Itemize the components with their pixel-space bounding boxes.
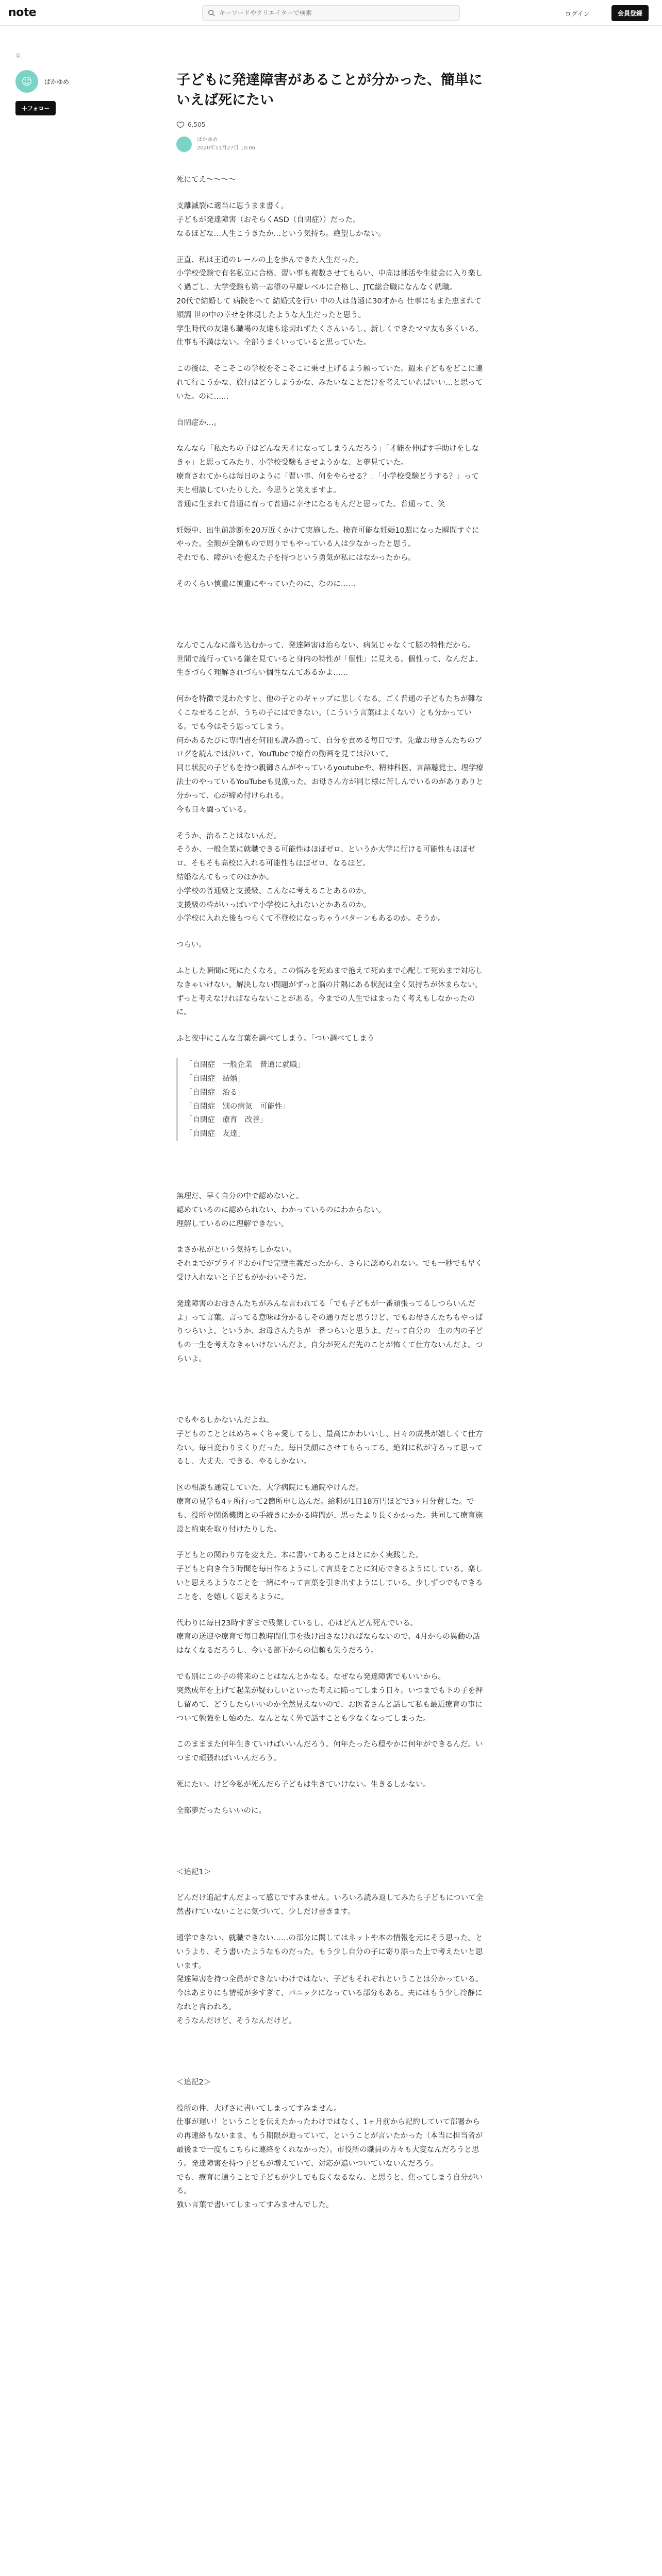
paragraph: 自閉症か…。	[176, 418, 221, 427]
quote-line: 「自閉症 治る」	[185, 1088, 245, 1097]
author-name[interactable]: ぱかゆめ	[44, 78, 70, 86]
paragraph: 区の相談も通院していた、大学病院にも通院やけんだ。 療育の見学も4ヶ所行って2箇所申し込んだ。給料が1日18万円ほどで3ヶ月分費した。でも、役所や関係機関との手続きにかかる時間が、思ったより長くかかった。共同して療育施設と約束を取り付けたりした。	[176, 1484, 483, 1534]
paragraph: 死にたい。けど今私が死んだら子どもは生きていけない。生きるしかない。	[176, 1780, 431, 1789]
quote-line: 「自閉症 療育 改善」	[185, 1116, 268, 1125]
paragraph: 代わりに毎日23時すぎまで残業しているし、心はどんどん死んでいる。 療育の送迎や療育で毎日教時間仕事を抜け出さなければならないので、4月からの異動の話はなくなるだろうし、今いる部下からの信頼も失うだろう。	[176, 1619, 480, 1655]
article	[176, 70, 486, 2225]
paragraph: 妊娠中、出生前診断を20万近くかけて実施した。検査可能な妊娠10週になった瞬間すぐにやった。全額が全額もので周りでもやっている人は少なかったと思う。 それでも、障がいを抱えた子を持つという勇気が私にはなかったから。	[176, 526, 479, 563]
paragraph: 正直、私は王道のレールの上を歩んできた人生だった。 小学校受験で有名私立に合格、習い事も複数させてもらい、中高は部活や生徒会に入り楽しく過ごし、大学受験も第一志望の早慶レベルに合格し、JTC総合職になんなく就職。 20代で結婚して 病院をへて 結婚式を行い 中の人は普通に30才から 仕事にもまた恵まれて 順調 世の中の幸せを体現したような人生だったと思う。 学生時代の友達も職場の友達も途切れずたくさんいるし、新しくできたママ友も多くいる。仕事も不満はない。全部うまくいっていると思っていた。	[176, 256, 483, 347]
paragraph: 発達障害のお母さんたちがみんな言われてる「でも子どもが一番頑張ってるしつらいんだよ」って言葉。言ってる意味は分かるしその通りだと思うけど、でもお母さんたちもやっぱりつらいよ。というか、お母さんたちが一番つらいと思うよ。だって自分の一生の内の子どもの一生を考えなきゃいけないんだよ。自分が死んだ先のことが怖くて仕方ないんだよ。つらいよ。	[176, 1299, 483, 1364]
register-button[interactable]: 会員登録	[611, 5, 649, 21]
article-body	[176, 173, 486, 2212]
search-box[interactable]	[202, 5, 460, 21]
meta-author[interactable]: ぱかゆめ	[197, 137, 218, 143]
heart-icon[interactable]	[176, 121, 185, 129]
meta-date: 2020年11月27日 10:06	[197, 145, 255, 151]
paragraph: 支離滅裂に適当に思うまま書く。 子どもが発達障害（おそらくASD（自閉症））だった。 なるほどな…人生こうきたか…という気持ち。絶望しかない。	[176, 202, 386, 238]
paragraph: どんだけ追記すんだよって感じですみません。いろいろ読み返してみたら子どもについて全然書けていないことに気づいて、少しだけ書きます。	[176, 1894, 484, 1917]
paragraph: まさか私がという気持ちしかない。 それまでがプライドおかげで完璧主義だったから、さらに認められない。でも一秒でも早く受け入れないと子どもがかわいそうだ。	[176, 1246, 483, 1282]
paragraph: 子どもとの関わり方を変えた。本に書いてあることはとにかく実践した。 子どもと向き合う時間を毎日作るようにして言葉をことに対応できるようにしている。楽しいと思えるようなことを一緒にやって言葉を引き出すようにしている。少しずつでもできることを、を嬉しく思えるように。	[176, 1551, 483, 1601]
article-title: 子どもに発達障害があることが分かった、簡単にいえば死にたい	[176, 72, 483, 109]
paragraph: 何かを特徴で見わたすと、他の子とのギャップに悲しくなる。ごく普通の子どもたちが難なくこなせることが、うちの子にはできない。（こういう言葉はよくない）とも分かっている。でも今はそう思ってしまう。 何かあるたびに専門書を何冊も読み漁って、自分を責める毎日です。先輩お母さんたちのブログを読んでは泣いて、YouTubeで療育の動画を見ては泣いて。 同じ状況の子どもを持つ親御さんがやっているyoutubeや、精神科医、言語聴覚士、理学療法士のやっているYouTubeも見漁った。お母さん方が同じ様に苦しんでいるのがありありと分かって、心が締め付けられる。 今も日々闘っている。	[176, 695, 484, 814]
paragraph: そのくらい慎重に慎重にやっていたのに、なのに……	[176, 580, 356, 588]
search-query-quote	[176, 1058, 486, 1141]
paragraph: 無理だ、早く自分の中で認めないと。 認めているのに認められない、わかっているのにわからない。 理解しているのに理解できない。	[176, 1192, 386, 1228]
paragraph: つらい。	[176, 941, 206, 950]
author-sidebar	[15, 52, 88, 115]
paragraph: でも別にこの子の将来のことはなんとかなる。なぜなら発達障害でもいいから。 突然成年を上げて起業が疑わしいといった考えに陥ってしまう日々。いつまでも下の子を押し留めて、どうしたらいいのか全然見えないので、お医者さんと話して私も最近療育の事について勉強をし始めた。なんとなく外で話すことも少なくなってしまった。	[176, 1673, 483, 1723]
like-count: 6,505	[188, 121, 206, 129]
meta-avatar[interactable]	[176, 137, 192, 152]
like-counter[interactable]	[176, 121, 486, 129]
paragraph: 通学できない、就職できない……の部分に関してはネットや本の情報を元にそう思った。というより、そう書いたようなものだった。もう少し自分の子に寄り添った上で考えたいと思います。 発達障害を持つ全員ができないわけではない、子どもそれぞれということは分かっている。今はあまりにも情報が多すぎて、パニックになっている部分もある。夫にはもう少し冷静になれと言われる。 そうなんだけど、そうなんだけど。	[176, 1934, 483, 2025]
paragraph: でもやるしかないんだよね。 子どものこととはめちゃくちゃ愛してるし、最高にかわいいし、日々の成長が嬉しくて仕方ない。毎日変わりまくりだった。毎日笑顔にさせてもらってる。絶対に私が守るって思ってるし、大丈夫、できる、やるしかない。	[176, 1416, 483, 1466]
paragraph: この後は、そこそこの学校をそこそこに乗せ上げるよう願っていた。週末子どもをどこに連れて行こうかな、旅行はどうしようかな、みたいなことだけを考えていればいい…と思っていた。のに……	[176, 365, 483, 401]
login-button[interactable]: ログイン	[565, 10, 590, 18]
author-row[interactable]	[15, 70, 88, 93]
paragraph: ふとした瞬間に死にたくなる。この悩みを死ぬまで抱えて死ぬまで心配して死ぬまで対応しなきゃいけない。解決しない問題がずっと脳の片隅にある状況は全く気持ちが休まらない。ずっと考えなければならないことがある。今までの人生ではまったく考えもしなかったのに。	[176, 967, 483, 1017]
paragraph: そうか、治ることはないんだ。 そうか、一般企業に就職できる可能性はほぼゼロ、というか大学に行ける可能性もほぼゼロ、そもそも高校に入れる可能性もほぼゼロ、なるほど。 結婚なんてもってのほかか。 小学校の普通級と支援級、こんなに考えることあるのか。 支援級の枠がいっぱいで小学校に入れないとかあるのか。 小学校に入れた後もつらくて不登校になっちゃうパターンもあるのか。そうか。	[176, 832, 475, 923]
quote-line: 「自閉症 一般企業 普通に就職」	[185, 1061, 305, 1070]
quote-line: 「自閉症 友達」	[185, 1130, 245, 1139]
paragraph: なんなら「私たちの子はどんな天才になってしまうんだろう」「才能を伸ばす手助けをしなきゃ」と思ってみたり、小学校受験もさせようかな、と夢見ていた。 療育されてからは毎日のように「習い事、何をやらせる？」「小学校受験どうする？」って夫と相談していたりした。今思うと笑えますよ。 普通に生まれて普通に育って普通に幸せになるもんだと思ってた。普通って、笑	[176, 445, 479, 509]
breadcrumb[interactable]: 見	[15, 53, 21, 59]
avatar[interactable]: ☺	[15, 70, 38, 93]
paragraph: 死にてえ〜〜〜〜	[176, 176, 236, 184]
postscript-heading: ＜追記1＞	[176, 1868, 211, 1876]
paragraph: 全部夢だったらいいのに。	[176, 1806, 266, 1815]
paragraph: なんでこんなに落ち込むかって、発達障害は治らない、病気じゃなくて脳の特性だから。 世間で流行っている鎌を見ていると身内の特性が「個性」に見える。個性って、なんだよ、生きづらく理解されづらい個性なんてあるかよ……	[176, 641, 483, 677]
follow-button[interactable]: ＋フォロー	[15, 101, 56, 115]
note-logo[interactable]: note	[8, 6, 37, 19]
search-icon	[208, 9, 215, 16]
postscript-heading: ＜追記2＞	[176, 2078, 211, 2087]
article-meta	[176, 136, 486, 152]
quote-line: 「自閉症 別の病気 可能性」	[185, 1102, 290, 1111]
paragraph: ふと夜中にこんな言葉を調べてしまう。「つい調べてしまう	[176, 1035, 375, 1043]
paragraph: このまままた何年生きていけばいいんだろう。何年たったら穏やかに何年ができるんだ。いつまで頑張ればいいんだろう。	[176, 1740, 483, 1763]
paragraph: 役所の件、大げさに書いてしまってすみません。 仕事が遅い！ということを伝えたかったわけではなく、1ヶ月前から記約していて部署からの再連絡もないまま、もう期限が迫っていて、ということが言いたかった（本当に担当者が最後まで一度もこちらに連絡をくれなかった）。市役所の職員の方々も大変なんだろうと思う。発達障害を持つ子どもが増えていて、対応が追いついていないんだろう。 でも、療育に通うことで子どもが少しでも良くなるなら、と思うと、焦ってしまう自分がいる。 強い言葉で書いてしまってすみませんでした。	[176, 2104, 483, 2210]
site-header	[0, 0, 662, 26]
search-input[interactable]	[219, 9, 446, 16]
quote-line: 「自閉症 結婚」	[185, 1074, 245, 1083]
